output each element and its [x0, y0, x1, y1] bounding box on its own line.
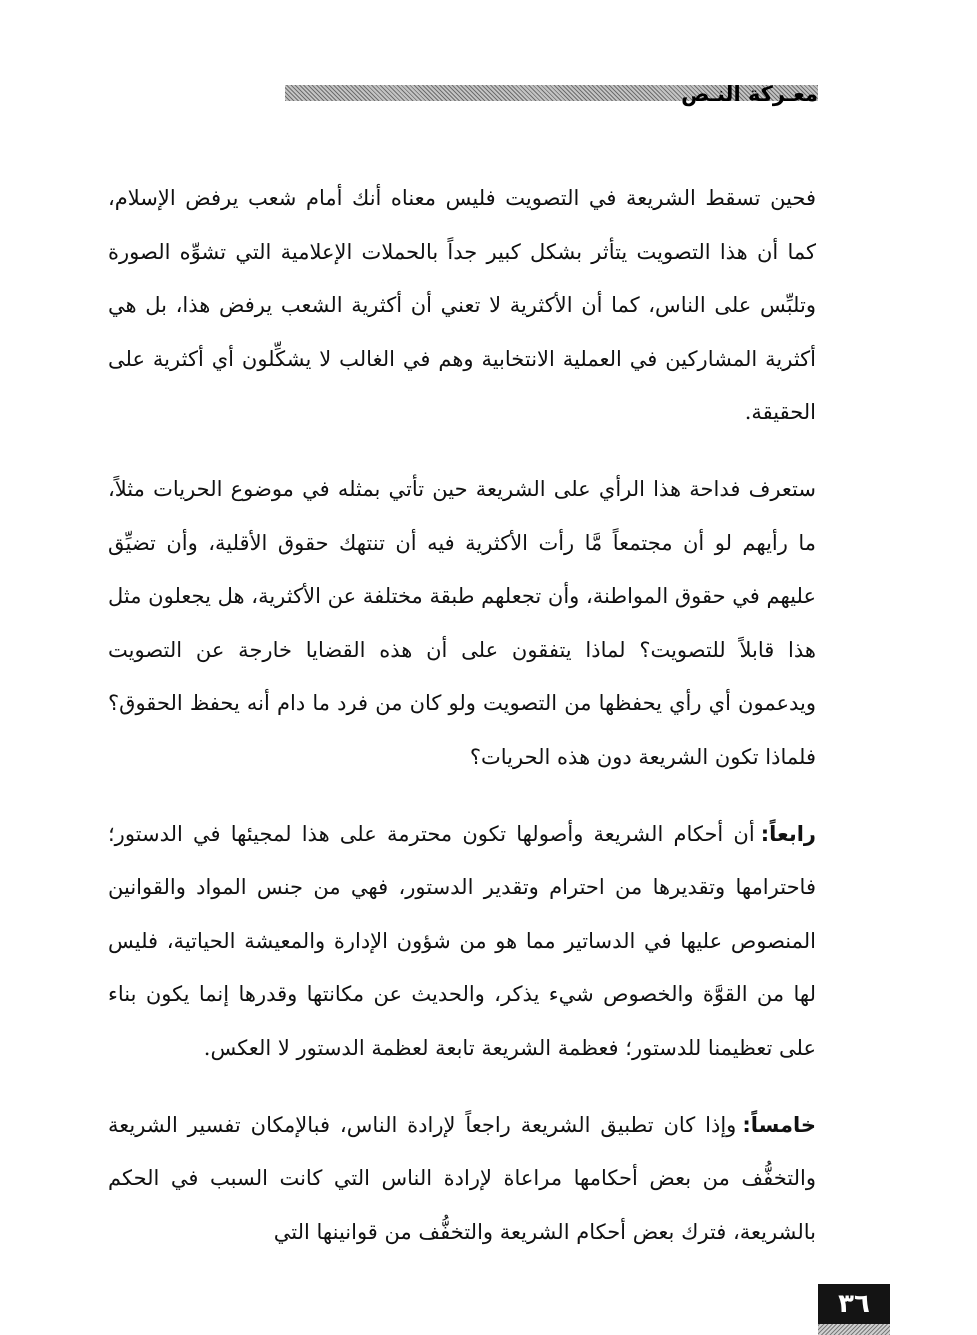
paragraph-3	[108, 808, 816, 1076]
paragraph-4-text: وإذا كان تطبيق الشريعة راجعاً لإرادة الناس، فبالإمكان تفسير الشريعة والتخفُّف من بعض أحكامها مراعاة لإرادة الناس التي كانت السبب في الحكم بالشريعة، فترك بعض أحكام الشريعة والتخفُّف من قوانينها التي	[108, 1112, 816, 1244]
paragraph-1	[108, 172, 816, 440]
paragraph-2-text: ستعرف فداحة هذا الرأي على الشريعة حين تأتي بمثله في موضوع الحريات مثلاً، ما رأيهم لو أن مجتمعاً مَّا رأت الأكثرية فيه أن تنتهك حقوق الأقلية، وأن تضيِّق عليهم في حقوق المواطنة، وأن تجعلهم طبقة مختلفة عن الأكثرية، هل يجعلون مثل هذا قابلاً للتصويت؟ لماذا يتفقون على أن هذه القضايا خارجة عن التصويت ويدعمون أي رأي يحفظها من التصويت ولو كان من فرد ما دام أنه يحفظ الحقوق؟ فلماذا تكون الشريعة دون هذه الحريات؟	[108, 476, 816, 769]
page-number: ٣٦	[818, 1284, 890, 1324]
body-text	[108, 172, 816, 1259]
paragraph-1-text: فحين تسقط الشريعة في التصويت فليس معناه أنك أمام شعب يرفض الإسلام، كما أن هذا التصويت يتأثر بشكل كبير جداً بالحملات الإعلامية التي تشوِّه الصورة وتلبِّس على الناس، كما أن الأكثرية لا تعني أن أكثرية الشعب يرفض هذا، بل هي أكثرية المشاركين في العملية الانتخابية وهم في الغالب لا يشكِّلون أي أكثرية على الحقيقة.	[108, 186, 816, 425]
paragraph-2	[108, 463, 816, 785]
paragraph-3-text: أن أحكام الشريعة وأصولها تكون محترمة على هذا لمجيئها في الدستور؛ فاحترامها وتقديرها من احترام وتقدير الدستور، فهي من جنس المواد والقوانين المنصوص عليها في الدساتير مما هو من شؤون الإدارة والمعيشة الحياتية، فليس لها من القوَّة والخصوص شيء يذكر، والحديث عن مكانتها وقدرها إنما يكون بناء على تعظيمنا للدستور؛ فعظمة الشريعة تابعة لعظمة الدستور لا العكس.	[108, 821, 816, 1060]
page-number-shade	[818, 1324, 890, 1335]
paragraph-4-lead: خامساً:	[742, 1112, 816, 1137]
paragraph-3-lead: رابعاً:	[760, 821, 816, 846]
page-header	[100, 78, 818, 110]
paragraph-4	[108, 1099, 816, 1260]
running-title: معـركة النـص	[681, 82, 818, 106]
